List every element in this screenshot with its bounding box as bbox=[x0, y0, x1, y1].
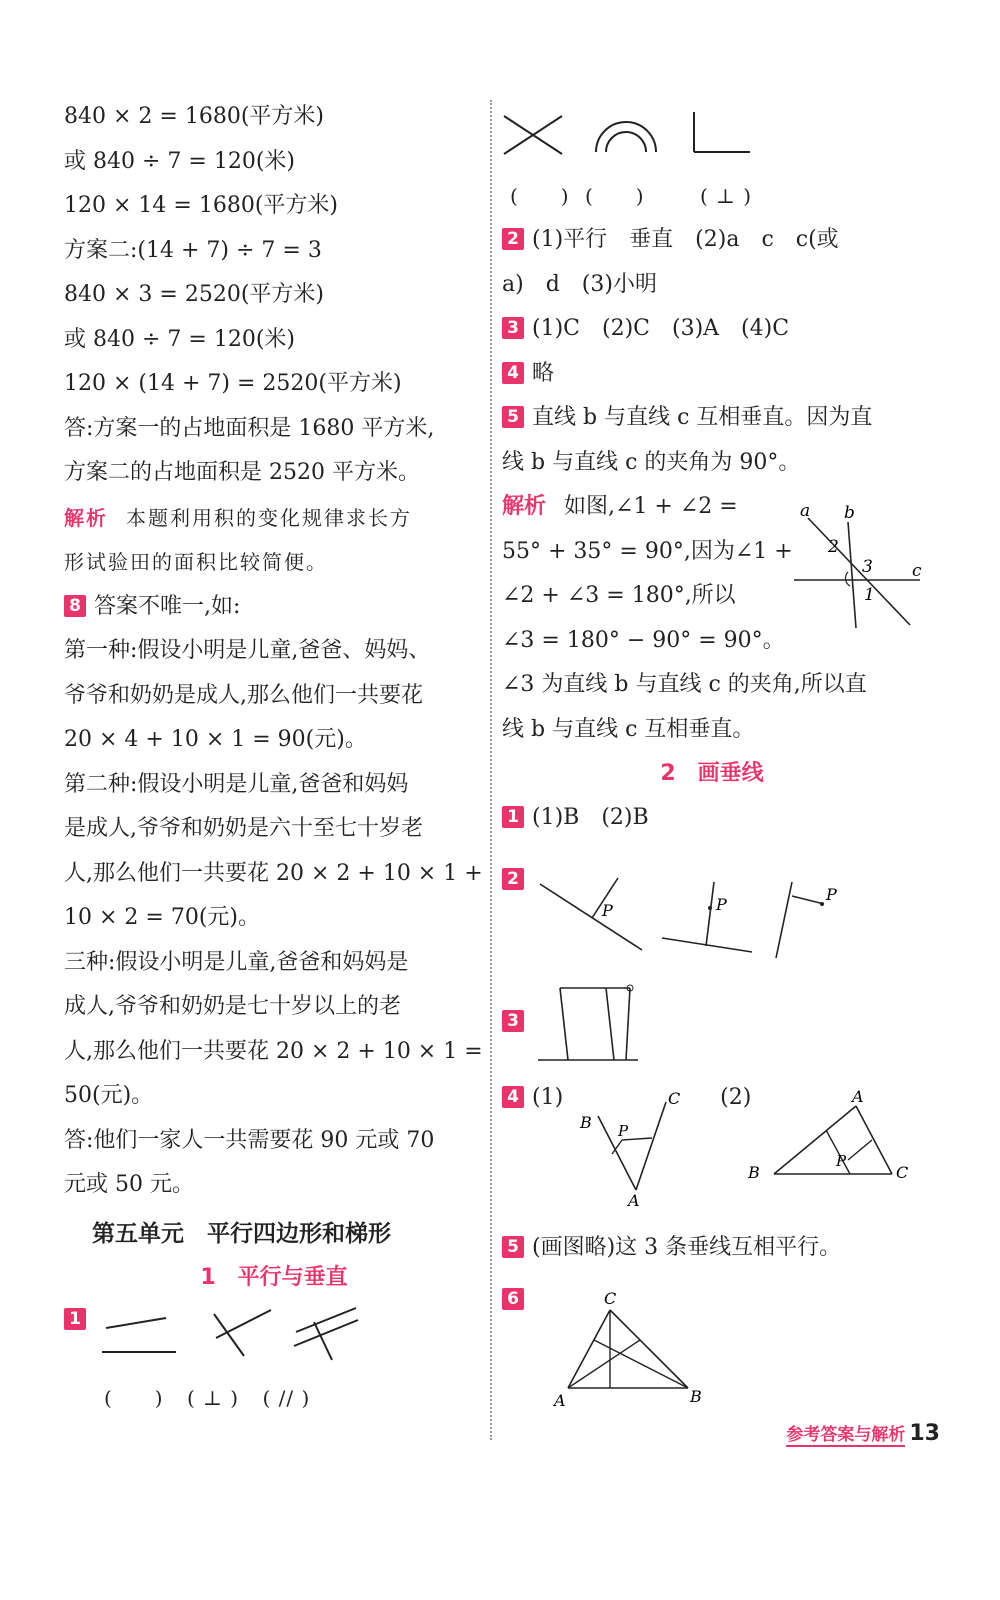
analysis-line: ∠3 为直线 b 与直线 c 的夹角,所以直 bbox=[502, 672, 867, 697]
question-number-badge: 2 bbox=[502, 228, 524, 250]
section-title: 1 平行与垂直 bbox=[200, 1264, 348, 1290]
s2-question-5: 5 (画图略)这 3 条垂线互相平行。 bbox=[502, 1226, 841, 1271]
answer-line: 840 × 2 = 1680(平方米) bbox=[64, 104, 324, 129]
question-number-badge: 2 bbox=[502, 868, 524, 890]
point-c-label: C bbox=[896, 1163, 909, 1182]
point-p-label: P bbox=[836, 1152, 847, 1170]
intersecting-lines-figure bbox=[790, 500, 930, 630]
point-a-label: A bbox=[852, 1087, 864, 1106]
question-number-badge: 5 bbox=[502, 406, 524, 428]
answer-line: 或 840 ÷ 7 = 120(米) bbox=[64, 148, 295, 174]
perpendicular-drawings bbox=[530, 872, 860, 962]
point-p-label: P bbox=[826, 885, 837, 904]
answer-line: 或 840 ÷ 7 = 120(米) bbox=[64, 326, 295, 352]
answer-line: 三种:假设小明是儿童,爸爸和妈妈是 bbox=[64, 949, 409, 975]
s2-question-4: 4 (1) (2) bbox=[502, 1076, 751, 1121]
question-number-badge: 5 bbox=[502, 1236, 524, 1258]
s2-question-3 bbox=[502, 1010, 532, 1032]
answer-line: 120 × (14 + 7) = 2520(平方米) bbox=[64, 371, 402, 396]
point-b-label: B bbox=[580, 1113, 592, 1132]
point-p-label: P bbox=[602, 901, 613, 920]
analysis-tag: 解析 bbox=[64, 505, 108, 530]
line-pairs-figure bbox=[96, 1300, 376, 1370]
point-a-label: A bbox=[554, 1391, 566, 1410]
analysis-line: ∠2 + ∠3 = 180°,所以 bbox=[502, 583, 736, 608]
question-4-line: 4 略 bbox=[502, 352, 942, 397]
answer-line: 元或 50 元。 bbox=[64, 1172, 194, 1197]
answer-line: 第一种:假设小明是儿童,爸爸、妈妈、 bbox=[64, 638, 431, 663]
question-number-badge: 4 bbox=[502, 1086, 524, 1108]
answer-line: 20 × 4 + 10 × 1 = 90(元)。 bbox=[64, 727, 367, 752]
analysis-line: 形试验田的面积比较简便。 bbox=[64, 550, 328, 574]
answer-line: 840 × 3 = 2520(平方米) bbox=[64, 282, 324, 307]
point-c-label: C bbox=[668, 1089, 681, 1108]
question-number-badge: 3 bbox=[502, 1010, 524, 1032]
analysis-line: ∠3 = 180° − 90° = 90°。 bbox=[502, 627, 785, 653]
point-b-label: B bbox=[690, 1387, 702, 1406]
point-p-label: P bbox=[716, 895, 727, 914]
s2-question-2 bbox=[502, 868, 532, 890]
answer-line: 线 b 与直线 c 的夹角为 90°。 bbox=[502, 449, 801, 475]
line-c-label: c bbox=[912, 561, 922, 581]
s2-question-6 bbox=[502, 1288, 532, 1310]
angle-2-label: 2 bbox=[828, 537, 839, 557]
question-number-badge: 3 bbox=[502, 317, 524, 339]
answer-line: 人,那么他们一共要花 20 × 2 + 10 × 1 + bbox=[64, 860, 483, 886]
triangle-altitudes-figure bbox=[546, 1288, 716, 1418]
question-number-badge: 6 bbox=[502, 1288, 524, 1310]
question-number-badge: 1 bbox=[502, 806, 524, 828]
answer-line: 成人,爷爷和奶奶是七十岁以上的老 bbox=[64, 994, 401, 1019]
question-2-line: 2 (1)平行 垂直 (2)a c c(或 bbox=[502, 218, 942, 263]
triangle-figures bbox=[574, 1087, 909, 1210]
answer-parens: ( ) ( ⊥ ) ( // ) bbox=[104, 1386, 311, 1410]
question-3-line: 3 (1)C (2)C (3)A (4)C bbox=[502, 307, 942, 352]
answer-line: 50(元)。 bbox=[64, 1083, 154, 1108]
answer-line: a) d (3)小明 bbox=[502, 271, 657, 297]
answer-line: 方案二:(14 + 7) ÷ 7 = 3 bbox=[64, 237, 322, 263]
answer-line: 爷爷和奶奶是成人,那么他们一共要花 bbox=[64, 682, 423, 708]
answer-line: 方案二的占地面积是 2520 平方米。 bbox=[64, 460, 420, 485]
answer-line: 第二种:假设小明是儿童,爸爸和妈妈 bbox=[64, 771, 409, 797]
analysis-line: 解析 如图,∠1 + ∠2 = bbox=[502, 494, 738, 519]
question-8-line: 8 答案不唯一,如: bbox=[64, 585, 484, 630]
unit-title: 第五单元 平行四边形和梯形 bbox=[92, 1220, 391, 1247]
page-footer bbox=[786, 1420, 940, 1446]
answer-parens: ( ) ( ) ( ⊥ ) bbox=[510, 184, 753, 208]
angle-figures bbox=[500, 108, 760, 164]
point-a-label: A bbox=[628, 1191, 640, 1210]
analysis-line: 解析 本题利用积的变化规律求长方 bbox=[64, 505, 412, 530]
analysis-tag: 解析 bbox=[502, 494, 547, 519]
page-number: 13 bbox=[909, 1421, 940, 1446]
answer-line: 120 × 14 = 1680(平方米) bbox=[64, 193, 338, 218]
answer-line: 是成人,爷爷和奶奶是六十至七十岁老 bbox=[64, 816, 423, 841]
line-a-label: a bbox=[800, 501, 811, 521]
line-b-label: b bbox=[844, 503, 855, 523]
parallelogram-figure bbox=[534, 978, 644, 1066]
answer-line: 答:他们一家人一共需要花 90 元或 70 bbox=[64, 1127, 435, 1153]
angle-3-label: 3 bbox=[862, 557, 873, 577]
point-b-label: B bbox=[748, 1163, 760, 1182]
question-1-figure bbox=[64, 1308, 94, 1330]
section-title: 2 画垂线 bbox=[660, 761, 764, 786]
question-5-line: 5 直线 b 与直线 c 互相垂直。因为直 bbox=[502, 396, 942, 441]
question-number-badge: 1 bbox=[64, 1308, 86, 1330]
point-c-label: C bbox=[604, 1289, 617, 1308]
point-p-label: P bbox=[618, 1122, 629, 1140]
s2-question-1-line: 1 (1)B (2)B bbox=[502, 796, 942, 841]
question-number-badge: 4 bbox=[502, 362, 524, 384]
left-column bbox=[64, 95, 484, 1300]
answer-line: 人,那么他们一共要花 20 × 2 + 10 × 1 = bbox=[64, 1038, 483, 1064]
answer-line: 答:方案一的占地面积是 1680 平方米, bbox=[64, 415, 435, 441]
footer-label: 参考答案与解析 bbox=[786, 1425, 906, 1445]
answer-line: 10 × 2 = 70(元)。 bbox=[64, 905, 260, 930]
question-number-badge: 8 bbox=[64, 595, 86, 617]
analysis-line: 55° + 35° = 90°,因为∠1 + bbox=[502, 538, 793, 564]
angle-1-label: 1 bbox=[864, 585, 875, 605]
analysis-line: 线 b 与直线 c 互相垂直。 bbox=[502, 716, 755, 742]
